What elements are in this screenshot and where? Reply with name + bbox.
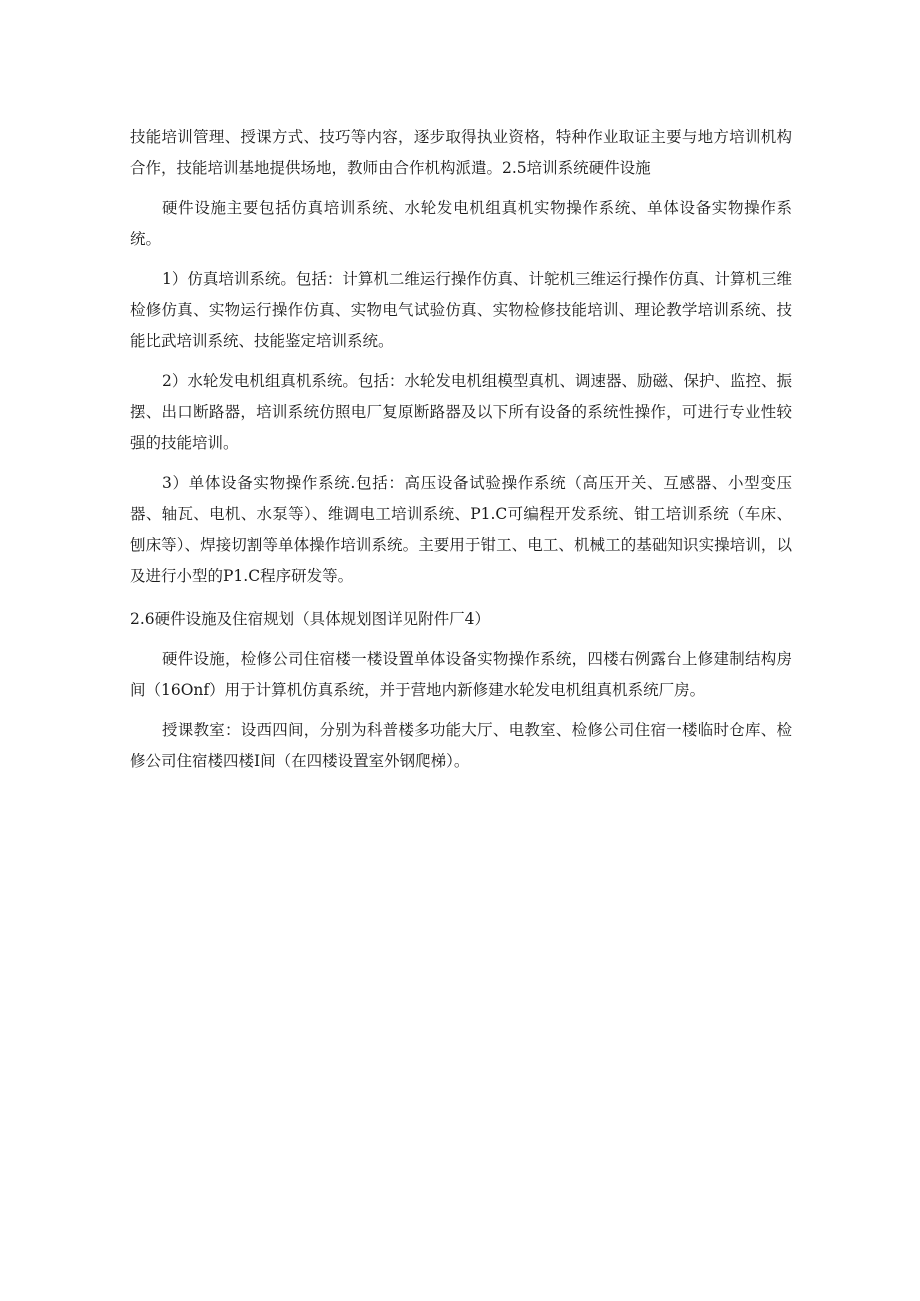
paragraph-turbine-system: 2）水轮发电机组真机系统。包括：水轮发电机组模型真机、调速器、励磁、保护、监控、振摆、出口断路器，培训系统仿照电厂复原断路器及以下所有设备的系统性操作，可进行专业性较强的技能培训。	[130, 372, 792, 452]
section-heading-2-6: 2.6硬件设施及住宿规划（具体规划图详见附件厂4）	[130, 610, 491, 628]
paragraph-classrooms: 授课教室：设西四间，分别为科普楼多功能大厅、电教室、检修公司住宿一楼临时仓库、检修公司住宿楼四楼I间（在四楼设置室外钢爬梯）。	[130, 721, 792, 770]
paragraph-hardware-facilities: 硬件设施，检修公司住宿楼一楼设置单体设备实物操作系统，四楼右例露台上修建制结构房间（16Onf）用于计算机仿真系统，并于营地内新修建水轮发电机组真机系统厂房。	[130, 650, 792, 699]
paragraph-simulation-system: 1）仿真培训系统。包括：计算机二维运行操作仿真、计鸵机三维运行操作仿真、计算机三维检修仿真、实物运行操作仿真、实物电气试验仿真、实物检修技能培训、理论教学培训系统、技能比武培训系统、技能鉴定培训系统。	[130, 270, 792, 350]
paragraph-single-equipment-system: 3）单体设备实物操作系统.包括：高压设备试验操作系统（高压开关、互感器、小型变压器、轴瓦、电机、水泵等）、维调电工培训系统、P1.C可编程开发系统、钳工培训系统（车床、刨床等）、焊接切割等单体操作培训系统。主要用于钳工、电工、机械工的基础知识实操培训，以及进行小型的P1.C程序研发等。	[130, 474, 792, 585]
paragraph-training-management: 技能培训管理、授课方式、技巧等内容，逐步取得执业资格，特种作业取证主要与地方培训机构合作，技能培训基地提供场地，教师由合作机构派遣。2.5培训系统硬件设施	[130, 128, 792, 177]
document-page	[130, 122, 792, 777]
paragraph-hardware-overview: 硬件设施主要包括仿真培训系统、水轮发电机组真机实物操作系统、单体设备实物操作系统。	[130, 199, 792, 248]
